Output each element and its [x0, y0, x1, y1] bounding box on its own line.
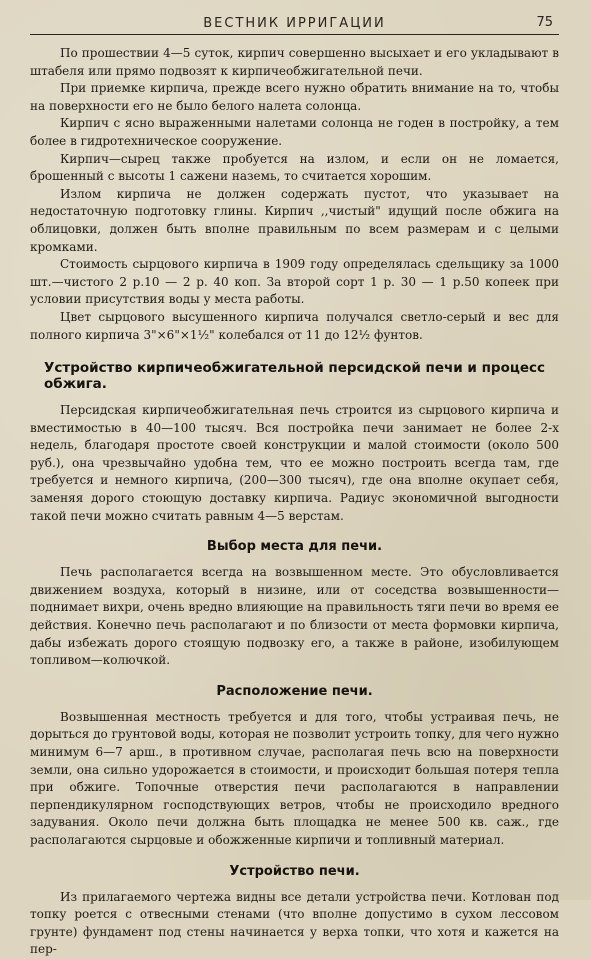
running-header	[30, 12, 559, 35]
paragraph-salt-bloom: Кирпич с ясно выраженными налетами солонца не годен в постройку, а тем более в гидротехническое сооружение.	[30, 116, 559, 148]
paragraph-drop-test: Кирпич—сырец также пробуется на излом, и если он не ломается, брошенный с высоты 1 сажени наземь, то считается хорошим.	[30, 151, 559, 184]
page-number: 75	[536, 15, 553, 30]
section-heading-site-choice: Выбор места для печи.	[206, 539, 383, 555]
paragraph-fracture: Излом кирпича не должен содержать пустот, что указывает на недостаточную подготовку глины. Кирпич ,,чистый" идущий после обжига на облицовки, должен быть вполне правильным по всем размерам и с целыми кромками.	[30, 186, 559, 254]
paragraph-site-choice: Печь располагается всегда на возвышенном месте. Это обусловливается движением воздуха, который в низине, или от соседства возвышенности—поднимает вихри, очень вредно влияющие на правильность тяги печи во время ее действия. Конечно печь располагают и по близости от места формовки кирпича, дабы избежать дорого стоящую подвозку его, а также в районе, изобилующем топливом—колючкой.	[30, 565, 559, 668]
page-body	[30, 35, 559, 959]
paragraph-persian-kiln: Персидская кирпичеобжигательная печь строится из сырцового кирпича и вместимостью в 40—100 тысяч. Вся постройка печи занимает не более 2-х недель, благодаря простоте своей конструкции и малой стоимости (около 500 руб.), она чрезвычайно удобна тем, что ее можно построить всегда там, где требуется и немного кирпича, (200—300 тысяч), где она вполне окупает себя, заменяя дорого стоющую доставку кирпича. Радиус экономичной выгодности такой печи можно считать равным 4—5 верстам.	[30, 403, 559, 523]
journal-title: ВЕСТНИК ИРРИГАЦИИ	[203, 16, 386, 31]
paragraph-kiln-structure: Из прилагаемого чертежа видны все детали устройства печи. Котлован под топку роется с отвесными стенами (что вполне допустимо в сухом лессовом грунте) фундамент под стены начинается у верха топки, что хотя и кажется на пер-	[30, 889, 559, 957]
section-heading-kiln-construction: Устройство кирпичеобжигательной персидской печи и процесс обжига.	[44, 360, 546, 393]
paragraph-acceptance: При приемке кирпича, прежде всего нужно обратить внимание на то, чтобы на поверхности его не было белого налета солонца.	[30, 81, 559, 113]
section-heading-kiln-placement: Расположение печи.	[216, 683, 373, 699]
paragraph-color-weight: Цвет сырцового высушенного кирпича получался светло-серый и вес для полного кирпича 3"×6"×1½" колебался от 11 до 12½ фунтов.	[30, 309, 559, 342]
paragraph-drying: По прошествии 4—5 суток, кирпич совершенно высыхает и его укладывают в штабеля или прямо подвозят к кирпичеобжигательной печи.	[30, 46, 559, 78]
paragraph-kiln-placement: Возвышенная местность требуется и для того, чтобы устраивая печь, не дорыться до грунтовой воды, которая не позволит устроить топку, для чего нужно минимум 6—7 арш., в противном случае, располагая печь всю на поверхности земли, она сильно удорожается в стоимости, и происходит большая потеря тепла при обжиге. Топочные отверстия печи располагаются в направлении перпендикулярном господствующих ветров, чтобы не происходило вредного задувания. Около печи должна быть площадка не менее 500 кв. саж., где располагаются сырцовые и обожженные кирпичи и топливный материал.	[30, 709, 559, 847]
paragraph-cost: Стоимость сырцового кирпича в 1909 году определялась сдельщику за 1000 шт.—чистого 2 р.10 — 2 р. 40 коп. За второй сорт 1 р. 30 — 1 р.50 копеек при условии присутствия воды у места работы.	[30, 257, 559, 307]
section-heading-kiln-structure: Устройство печи.	[229, 863, 360, 879]
